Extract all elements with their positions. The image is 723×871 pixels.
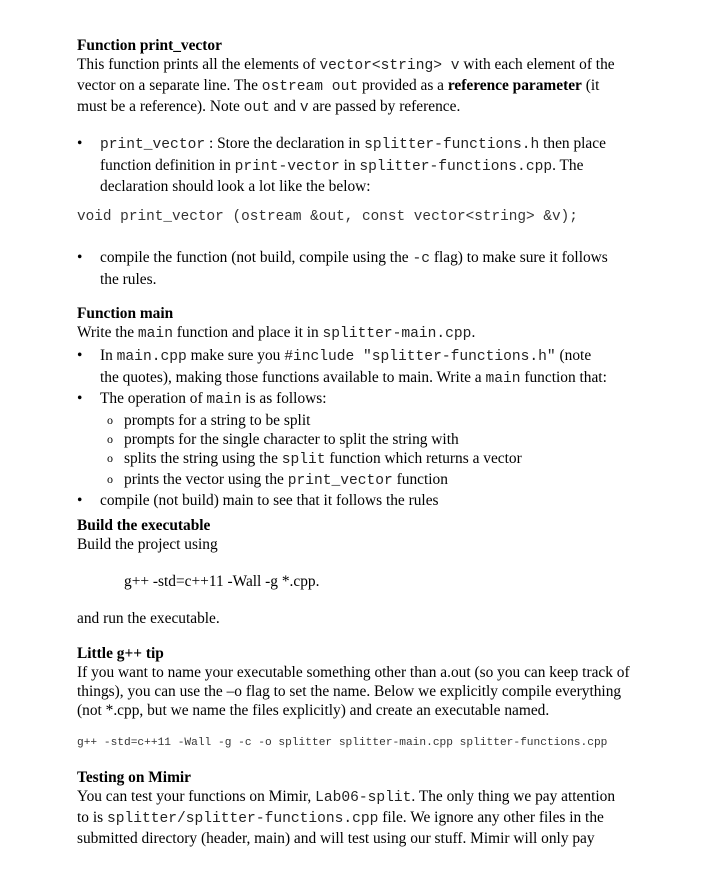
paragraph-line: and run the executable. bbox=[77, 610, 220, 627]
code-block: void print_vector (ostream &out, const vector<string> &v); bbox=[77, 209, 578, 225]
section-title: Testing on Mimir bbox=[77, 769, 192, 786]
section-title: Build the executable bbox=[77, 517, 211, 534]
paragraph-line: to is splitter/splitter-functions.cpp file. We ignore any other files in the bbox=[77, 809, 604, 827]
circle-bullet-icon: o bbox=[107, 412, 113, 427]
paragraph-line: Build the project using bbox=[77, 536, 218, 553]
bullet-icon: • bbox=[77, 491, 83, 509]
paragraph-line: This function prints all the elements of vector<string> v with each element of the bbox=[77, 56, 615, 74]
bullet-list bbox=[77, 248, 652, 289]
section-title: Function print_vector bbox=[77, 37, 222, 54]
paragraph-line: If you want to name your executable something other than a.out (so you can keep track of bbox=[77, 664, 630, 681]
bullet-list bbox=[77, 134, 652, 197]
sub-list-item: o prints the vector using the print_vector function bbox=[107, 470, 448, 489]
section-gpp-tip bbox=[77, 644, 652, 749]
paragraph-line: You can test your functions on Mimir, Lab06-split. The only thing we pay attention bbox=[77, 788, 616, 806]
sub-list-item: o splits the string using the split function which returns a vector bbox=[107, 449, 522, 468]
circle-bullet-icon: o bbox=[107, 450, 113, 465]
bullet-icon: • bbox=[77, 135, 83, 152]
list-item: • In main.cpp make sure you #include "splitter-functions.h" (note the quotes), making those functions available to main. Write a main function that: bbox=[77, 347, 607, 387]
section-testing-mimir bbox=[77, 768, 652, 848]
section-title: Little g++ tip bbox=[77, 645, 164, 662]
circle-bullet-icon: o bbox=[107, 431, 113, 446]
code-block: g++ -std=c++11 -Wall -g -c -o splitter splitter-main.cpp splitter-functions.cpp bbox=[77, 737, 608, 749]
sub-list-item: o prompts for a string to be split bbox=[107, 411, 311, 429]
paragraph-line: Write the main function and place it in splitter-main.cpp. bbox=[77, 324, 476, 342]
paragraph-line: submitted directory (header, main) and will test using our stuff. Mimir will only pay bbox=[77, 830, 595, 847]
section-title: Function main bbox=[77, 305, 174, 322]
section-print-vector bbox=[77, 36, 652, 118]
bullet-icon: • bbox=[77, 249, 83, 266]
list-item: • print_vector : Store the declaration in splitter-functions.h then place function definition in print-vector in splitter-functions.cpp. The declaration should look a lot like the below: bbox=[77, 135, 606, 195]
circle-bullet-icon: o bbox=[107, 471, 113, 486]
section-function-main bbox=[77, 304, 652, 510]
list-item: • compile the function (not build, compile using the -c flag) to make sure it follows the rules. bbox=[77, 249, 608, 288]
paragraph-line: (not *.cpp, but we name the files explicitly) and create an executable named. bbox=[77, 702, 550, 719]
sub-list-item: o prompts for the single character to split the string with bbox=[107, 430, 459, 448]
list-item: • The operation of main is as follows: o prompts for a string to be split o prompts for the single character to split the string with o splits the string using the split function which returns a vector o prints the vector using the print_vector function bbox=[77, 389, 652, 491]
paragraph-line: things), you can use the –o flag to set the name. Below we explicitly compile everything bbox=[77, 683, 622, 700]
section-build bbox=[77, 516, 652, 628]
paragraph-line: must be a reference). Note out and v are passed by reference. bbox=[77, 98, 461, 116]
list-item: • compile (not build) main to see that it follows the rules bbox=[77, 491, 439, 509]
command-line: g++ -std=c++11 -Wall -g *.cpp. bbox=[124, 573, 320, 590]
bullet-icon: • bbox=[77, 347, 83, 364]
bullet-icon: • bbox=[77, 390, 83, 407]
paragraph-line: vector on a separate line. The ostream out provided as a reference parameter (it bbox=[77, 77, 600, 95]
